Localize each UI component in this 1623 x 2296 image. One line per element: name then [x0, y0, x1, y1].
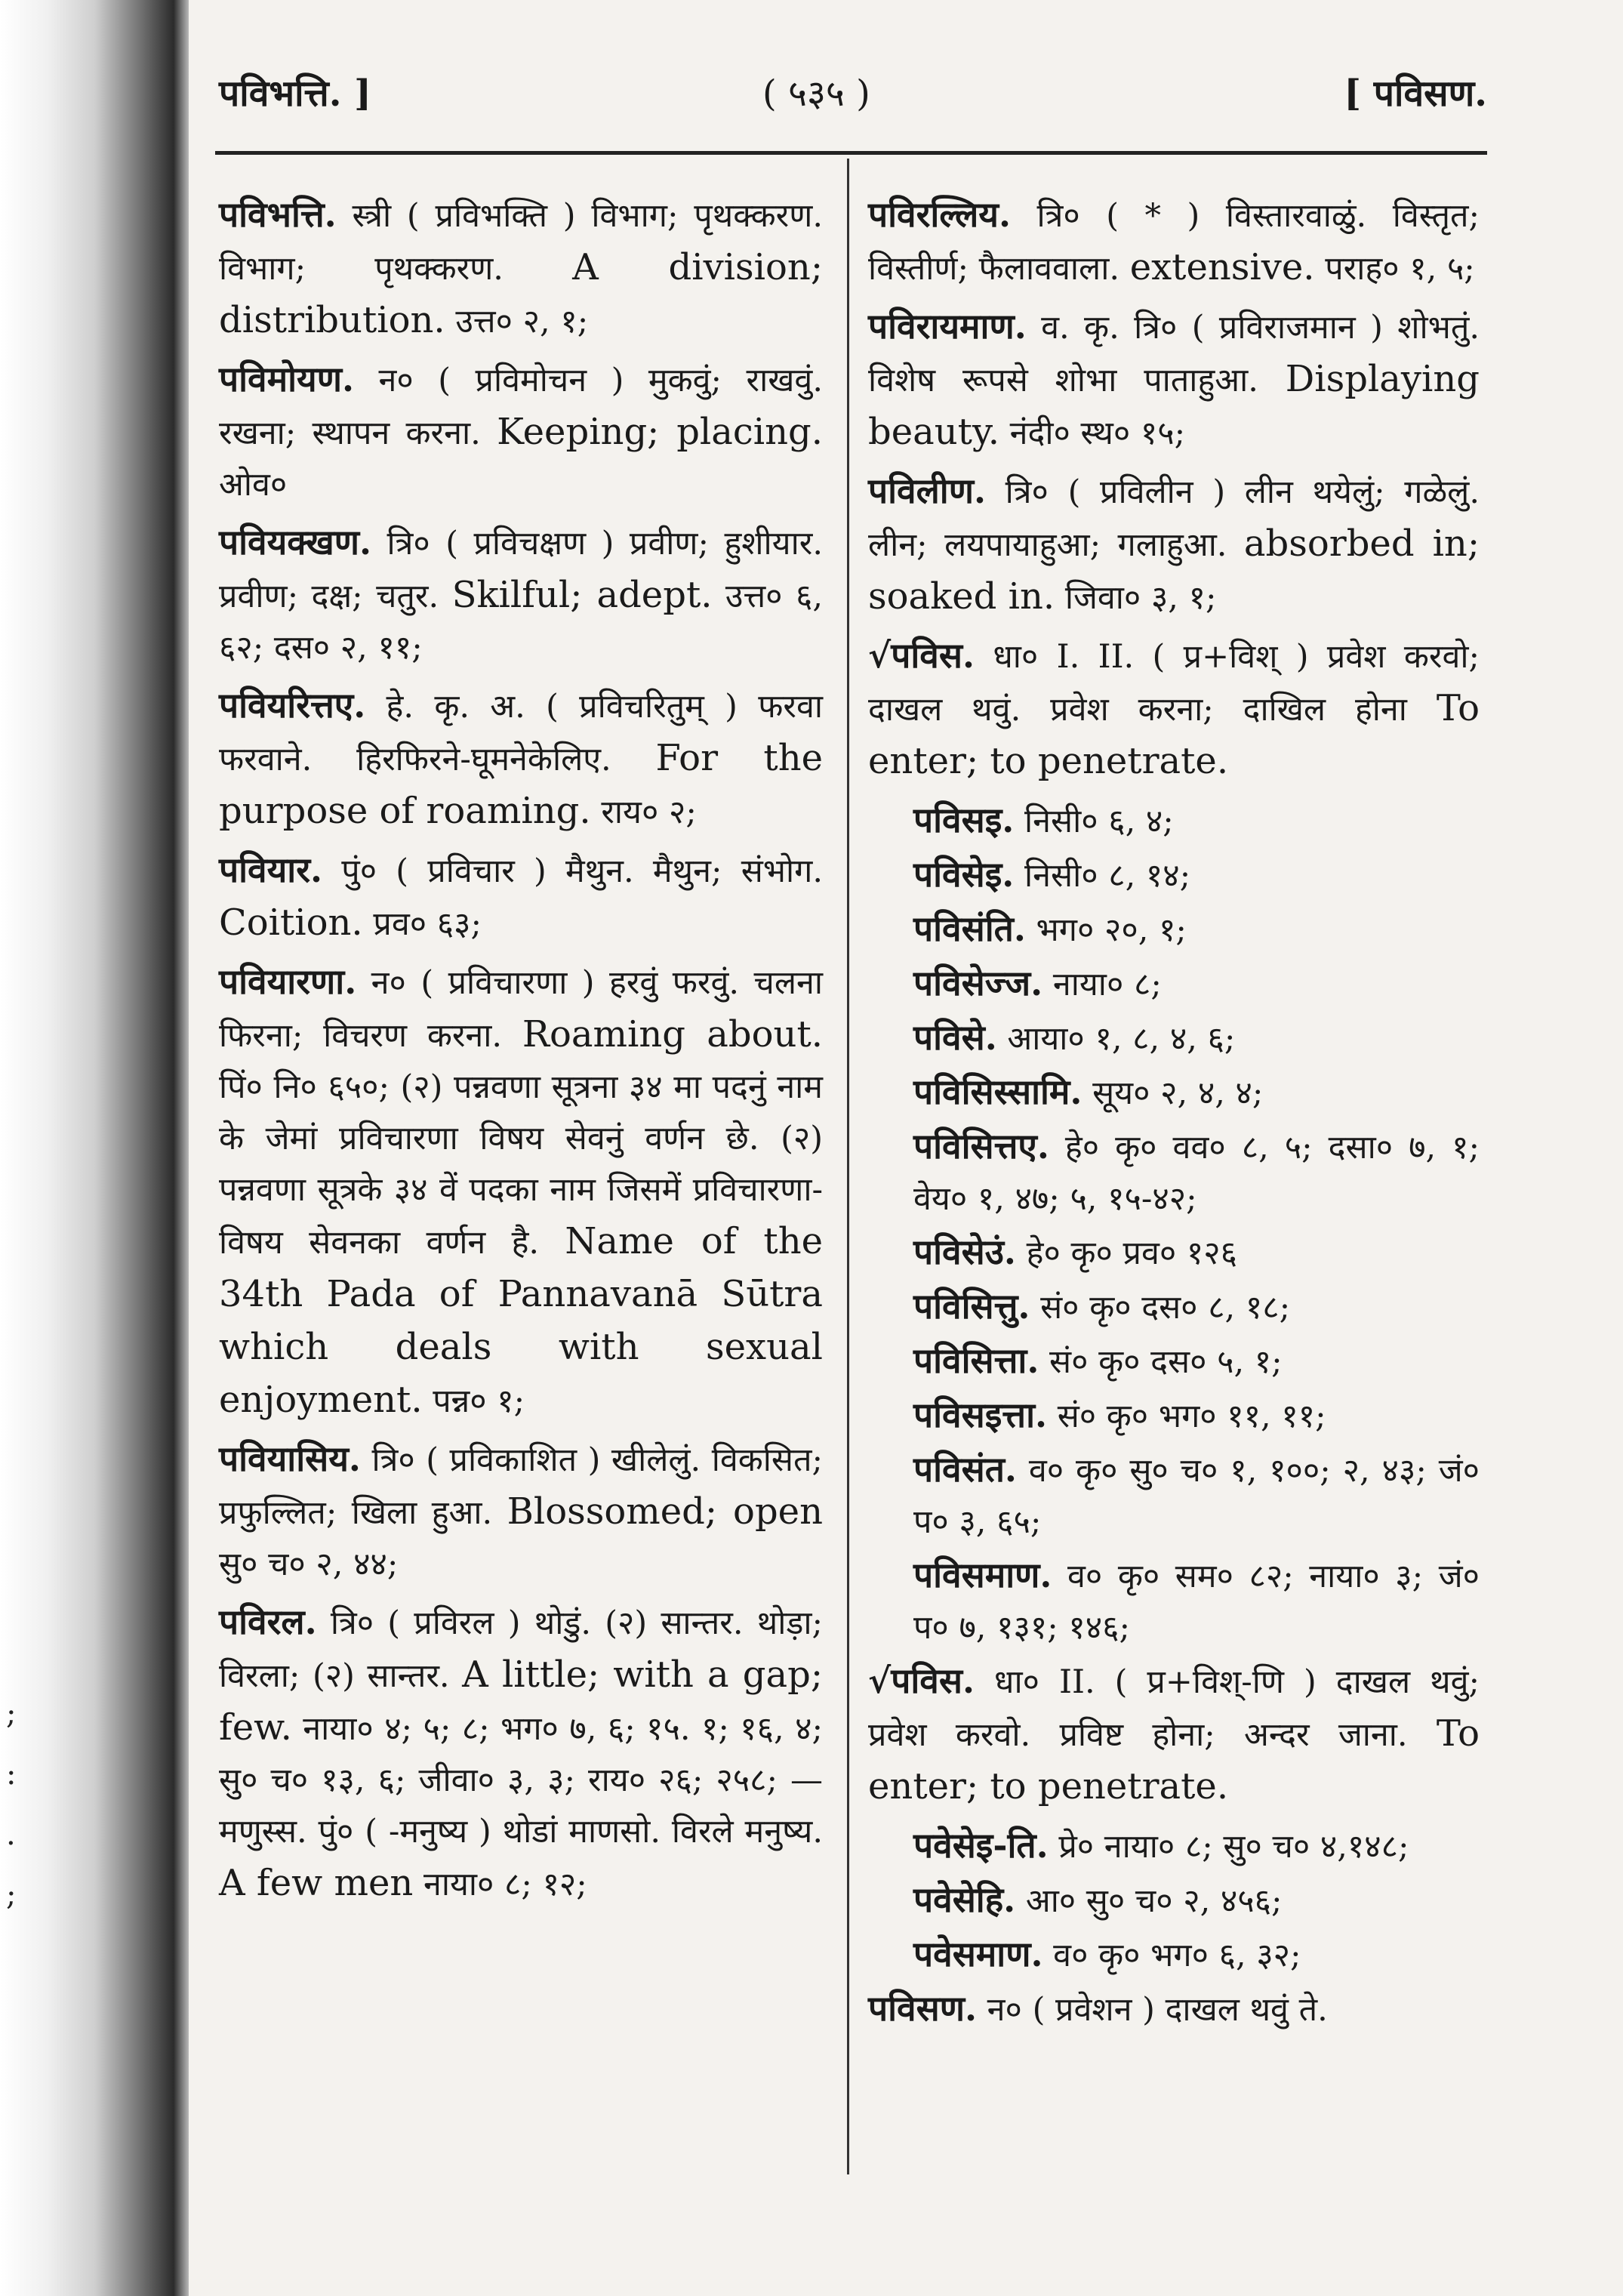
entry-ref: ओव०	[219, 466, 288, 504]
entry-english: To enter; to penetrate.	[868, 1712, 1480, 1808]
form-ref: व० कृ० सु० च० १, १००; २, ४३; जं० प० ३, ६५;	[913, 1452, 1480, 1541]
entry-english: extensive.	[1129, 246, 1315, 288]
dictionary-entry	[219, 353, 823, 510]
verb-form	[913, 1066, 1480, 1119]
column-divider	[847, 159, 849, 2174]
form-headword: पविसे.	[913, 1017, 997, 1058]
entry-english: A little; with a gap; few.	[219, 1653, 824, 1749]
entry-gloss: पुं० ( प्रविचार ) मैथुन. मैथुन; संभोग.	[341, 852, 823, 890]
entry-ref-2: नाया० ८; १२;	[423, 1866, 587, 1903]
entry-english: Coition.	[219, 901, 363, 944]
verb-form	[913, 1928, 1480, 1981]
form-headword: पविसंत.	[913, 1449, 1017, 1490]
entry-ref: नाया० ४; ५; ८; भग० ७, ६; १५. १; १६, ४; सु० च० १३, ६; जीवा० ३, ३; राय० २६; २५८; —मणुस्स. पुं० ( -मनुष्य ) थोडां माणसो. विरले मनुष्य.	[219, 1710, 824, 1851]
form-headword: पविसमाण.	[913, 1555, 1052, 1595]
entry-gloss: न० ( प्रवेशन ) दाखल थवुं ते.	[987, 1991, 1328, 2029]
entry-headword: पविलीण.	[868, 470, 986, 511]
entry-gloss: त्रि० ( प्रविकाशित ) खीलेलुं. विकसित; प्रफुल्लित; खिला हुआ.	[219, 1441, 823, 1532]
entry-headword: पविभत्ति.	[219, 194, 337, 235]
entry-ref-2: पन्न० १;	[433, 1382, 525, 1420]
dictionary-entry	[868, 465, 1480, 624]
entry-headword: पविमोयण.	[219, 359, 354, 399]
dictionary-entry	[868, 630, 1480, 788]
form-ref: निसी० ८, १४;	[1024, 857, 1191, 895]
verb-form	[913, 1549, 1480, 1653]
dictionary-entry	[219, 189, 823, 347]
entry-headword: √पविस.	[868, 1660, 975, 1701]
edge-mark: .	[6, 1817, 16, 1852]
dictionary-entry	[868, 189, 1480, 294]
verb-form	[913, 957, 1480, 1010]
entry-gloss: न० ( प्रविचारणा ) हरवुं फरवुं. चलना फिरना; विचरण करना.	[219, 964, 823, 1055]
form-ref: आ० सु० च० २, ४५६;	[1025, 1882, 1283, 1920]
form-headword: पवेसेइ-ति.	[913, 1825, 1049, 1866]
entry-english: A division; distribution.	[219, 246, 823, 341]
entry-headword: पविसण.	[868, 1988, 977, 2029]
entry-gloss: धा० I. II. ( प्र+विश् ) प्रवेश करवो; दाखल थवुं. प्रवेश करना; दाखिल होना	[868, 638, 1480, 729]
form-headword: पविसित्ता.	[913, 1340, 1039, 1381]
entry-headword: √पविस.	[868, 635, 975, 676]
verb-form	[913, 1874, 1480, 1927]
form-headword: पविसित्तु.	[913, 1286, 1030, 1327]
form-ref: सूय० २, ४, ४;	[1092, 1074, 1264, 1112]
entry-gloss: न० ( प्रविमोचन ) मुकवुं; राखवुं. रखना; स्थापन करना.	[219, 362, 823, 452]
form-ref: सं० कृ० भग० ११, ११;	[1057, 1398, 1326, 1435]
entry-gloss: त्रि० ( प्रविचक्षण ) प्रवीण; हुशीयार. प्रवीण; दक्ष; चतुर.	[219, 525, 824, 615]
entry-ref: राय० २;	[601, 794, 697, 831]
right-column	[868, 189, 1480, 2042]
entry-ref: पराह० १, ५;	[1325, 250, 1475, 288]
dictionary-entry	[868, 1983, 1480, 2036]
form-ref: भग० २०, १;	[1036, 911, 1187, 949]
entry-ref: सु० च० २, ४४;	[219, 1546, 399, 1583]
entry-ref: जिवा० ३, १;	[1064, 579, 1217, 617]
entry-english: Skilful; adept.	[451, 574, 713, 616]
dictionary-entry	[219, 516, 823, 673]
entry-gloss: व. कृ. त्रि० ( प्रविराजमान ) शोभतुं. विशेष रूपसे शोभा पाताहुआ.	[868, 309, 1480, 399]
entry-headword: पविरल.	[219, 1601, 317, 1642]
entry-headword: पविरल्लिय.	[868, 194, 1011, 235]
entry-headword: पविरायमाण.	[868, 306, 1027, 347]
entry-english: For the purpose of roaming.	[219, 737, 824, 832]
verb-form	[913, 1820, 1480, 1872]
edge-mark: ;	[6, 1697, 17, 1731]
form-headword: पविसेउं.	[913, 1231, 1016, 1272]
form-headword: पविसंति.	[913, 908, 1026, 949]
entry-ref: पिं० नि० ६५०; (२) पन्नवणा सूत्रना ३४ मा पदनुं नाम के जेमां प्रविचारणा विषय सेवनुं वर्णन छे. (२) पन्नवणा सूत्रके ३४ वें पदका नाम जिसमें प्रविचारणा-विषय सेवनका वर्णन है.	[219, 1068, 823, 1262]
header-right-guideword: [ पविसण.	[1344, 72, 1487, 115]
form-ref: व० कृ० भग० ६, ३२;	[1053, 1937, 1301, 1974]
form-headword: पविसेज्ज.	[913, 963, 1043, 1003]
entry-gloss: त्रि० ( प्रविलीन ) लीन थयेलुं; गळेलुं. लीन; लयपायाहुआ; गलाहुआ.	[868, 473, 1480, 564]
dictionary-entry	[219, 1433, 823, 1590]
form-headword: पवेसमाण.	[913, 1934, 1043, 1974]
form-ref: सं० कृ० दस० ५, १;	[1049, 1343, 1283, 1381]
verb-form	[913, 1444, 1480, 1548]
entry-english-2: Name of the 34th Pada of Pannavanā Sūtra which deals with sexual enjoyment.	[219, 1220, 824, 1421]
left-column	[219, 189, 823, 1916]
form-ref: हे० कृ० प्रव० १२६	[1026, 1234, 1238, 1272]
verb-form	[913, 849, 1480, 901]
entry-headword: पवियारणा.	[219, 961, 357, 1002]
dictionary-entry	[219, 956, 823, 1427]
entry-headword: पवियरित्तए.	[219, 685, 366, 726]
form-headword: पविसइ.	[913, 800, 1015, 840]
entry-english: Blossomed; open	[507, 1490, 823, 1533]
form-ref: निसी० ६, ४;	[1024, 803, 1174, 840]
verb-form	[913, 1226, 1480, 1279]
verb-form	[913, 1120, 1480, 1225]
entry-ref: उत्त० २, १;	[455, 303, 589, 341]
verb-form	[913, 903, 1480, 956]
entry-english: Displaying beauty.	[868, 358, 1480, 453]
entry-gloss: धा० II. ( प्र+विश्-णि ) दाखल थवुं; प्रवेश करवो. प्रविष्ट होना; अन्दर जाना.	[868, 1663, 1480, 1754]
verb-form	[913, 794, 1480, 847]
header-left-guideword: पविभत्ति. ]	[219, 72, 371, 115]
dictionary-entry	[868, 1655, 1480, 1814]
entry-english: Keeping; placing.	[497, 411, 824, 453]
entry-ref: नंदी० स्थ० १५;	[1009, 415, 1186, 452]
dictionary-entry	[219, 680, 823, 838]
form-ref: आया० १, ८, ४, ६;	[1007, 1020, 1236, 1058]
entry-ref: प्रव० ६३;	[373, 905, 482, 943]
entry-headword: पवियक्खण.	[219, 522, 371, 562]
form-headword: पविसइत्ता.	[913, 1395, 1048, 1435]
edge-mark: :	[6, 1757, 17, 1792]
dictionary-entry	[219, 1596, 823, 1910]
entry-english: absorbed in; soaked in.	[868, 522, 1480, 618]
form-headword: पविसिस्सामि.	[913, 1071, 1083, 1112]
page-number: ( ५३५ )	[762, 72, 870, 115]
form-ref: सं० कृ० दस० ८, १८;	[1040, 1289, 1291, 1327]
form-headword: पवेसेहि.	[913, 1879, 1016, 1920]
edge-marks	[6, 1684, 16, 1925]
entry-headword: पवियार.	[219, 849, 323, 890]
header-rule	[215, 151, 1487, 155]
edge-mark: ;	[6, 1878, 17, 1912]
entry-gloss: त्रि० ( प्रविरल ) थोडुं. (२) सान्तर. थोड़ा; विरला; (२) सान्तर.	[219, 1604, 824, 1695]
entry-english: Roaming about.	[522, 1013, 823, 1056]
verb-form	[913, 1012, 1480, 1065]
form-ref: प्रे० नाया० ८; सु० च० ४,१४८;	[1058, 1828, 1409, 1866]
form-ref: नाया० ८;	[1052, 966, 1162, 1003]
page-header	[219, 57, 1487, 117]
form-headword: पविसित्तए.	[913, 1126, 1049, 1166]
entry-gloss: स्त्री ( प्रविभक्ति ) विभाग; पृथक्करण. विभाग; पृथक्करण.	[219, 197, 823, 288]
form-ref: व० कृ० सम० ८२; नाया० ३; जं० प० ७, १३१; १४६;	[913, 1558, 1480, 1647]
entry-gloss: त्रि० ( * ) विस्तारवाळुं. विस्तृत; विस्तीर्ण; फैलाववाला.	[868, 197, 1480, 288]
entry-headword: पवियासिय.	[219, 1438, 361, 1479]
book-spine-shadow	[0, 0, 189, 2296]
entry-english: To enter; to penetrate.	[868, 687, 1480, 782]
form-ref: हे० कृ० वव० ८, ५; दसा० ७, १; वेय० १, ४७; ५, १५-४२;	[913, 1129, 1480, 1218]
dictionary-entry	[868, 300, 1480, 459]
entry-english-2: A few men	[219, 1862, 414, 1904]
verb-form	[913, 1335, 1480, 1388]
verb-form	[913, 1389, 1480, 1442]
verb-form	[913, 1281, 1480, 1333]
entry-gloss: हे. कृ. अ. ( प्रविचरितुम् ) फरवा फरवाने. हिरफिरने-घूमनेकेलिए.	[219, 688, 824, 778]
dictionary-entry	[219, 844, 823, 950]
form-headword: पविसेइ.	[913, 854, 1015, 895]
entry-ref: उत्त० ६, ६२; दस० २, ११;	[219, 578, 823, 667]
